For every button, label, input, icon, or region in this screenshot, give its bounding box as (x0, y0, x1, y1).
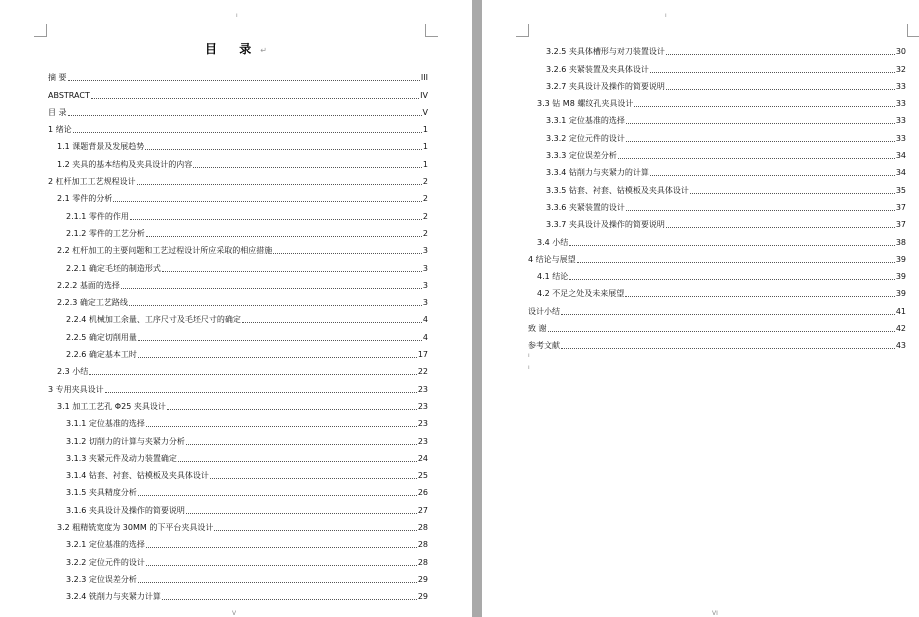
toc-entry-page: 4 (422, 332, 428, 342)
toc-title (0, 40, 472, 57)
toc-entry[interactable] (48, 291, 428, 308)
toc-leader-dots (129, 305, 422, 306)
toc-entry-title: 3.3.2 定位元件的设计 (546, 133, 625, 143)
toc-entry-title: 2.2 杠杆加工的主要问题和工艺过程设计所应采取的相应措施 (57, 246, 273, 256)
toc-entry-page: 2 (422, 177, 428, 187)
toc-entry-title: 3.2.4 铣削力与夹紧力计算 (66, 592, 161, 602)
toc-entry-page: 17 (417, 350, 428, 360)
toc-entry-page: 3 (422, 263, 428, 273)
toc-entry-page: 33 (895, 133, 906, 143)
toc-leader-dots (146, 426, 417, 427)
crop-mark-top-right (907, 24, 919, 37)
toc-entry[interactable] (48, 395, 428, 412)
toc-entry-page: 1 (422, 125, 428, 135)
toc-entry[interactable] (48, 447, 428, 464)
toc-entry-title: 3.3 钻 M8 螺纹孔夹具设计 (537, 99, 634, 109)
toc-entry[interactable] (48, 585, 428, 602)
paragraph-mark-icon: ↵ (260, 46, 267, 55)
toc-entry-page: 33 (895, 81, 906, 91)
toc-entry[interactable] (48, 412, 428, 429)
toc-entry-page: 26 (417, 488, 428, 498)
toc-leader-dots (210, 478, 417, 479)
toc-entry[interactable] (528, 230, 906, 247)
toc-entry-page: 30 (895, 47, 906, 57)
toc-leader-dots (193, 167, 422, 168)
toc-entry-title: 3.2.7 夹具设计及操作的简要说明 (546, 81, 665, 91)
toc-leader-dots (690, 193, 895, 194)
toc-leader-dots (214, 530, 416, 531)
toc-entry-page: V (422, 107, 428, 117)
toc-leader-dots (138, 495, 417, 496)
toc-entry-page: 37 (895, 202, 906, 212)
toc-entry[interactable] (48, 118, 428, 135)
toc-entry[interactable] (48, 170, 428, 187)
toc-leader-dots (650, 175, 895, 176)
toc-entry-page: 29 (417, 574, 428, 584)
toc-leader-dots (113, 201, 422, 202)
toc-leader-dots (569, 245, 895, 246)
toc-entry-title: 3.2.1 定位基准的选择 (66, 540, 145, 550)
toc-entry-title: 1.2 夹具的基本结构及夹具设计的内容 (57, 159, 193, 169)
toc-entry-title: 2.2.5 确定切削用量 (66, 332, 137, 342)
toc-entry-title: 2.3 小结 (57, 367, 89, 377)
toc-entry-title: 3.3.5 钻套、衬套、钻模板及夹具体设计 (546, 185, 689, 195)
toc-entry-page: 37 (895, 220, 906, 230)
toc-entry-title: 3.3.4 钻削力与夹紧力的计算 (546, 168, 649, 178)
toc-entry[interactable] (528, 196, 906, 213)
toc-entry-page: 2 (422, 211, 428, 221)
toc-entry[interactable] (48, 83, 428, 100)
toc-entry-title: 4.1 结论 (537, 272, 569, 282)
toc-leader-dots (178, 461, 417, 462)
toc-entry-page: 25 (417, 471, 428, 481)
toc-entry-page: 2 (422, 194, 428, 204)
toc-entry[interactable] (48, 516, 428, 533)
toc-leader-dots (273, 253, 422, 254)
toc-entry-page: 28 (417, 540, 428, 550)
toc-entry[interactable] (48, 204, 428, 221)
toc-entry[interactable] (48, 429, 428, 446)
toc-leader-dots (626, 141, 895, 142)
toc-entry[interactable] (48, 187, 428, 204)
toc-entry[interactable] (48, 66, 428, 83)
toc-entry[interactable] (48, 239, 428, 256)
toc-entry[interactable] (528, 248, 906, 265)
toc-leader-dots (138, 340, 422, 341)
toc-entry-title: 3.1.4 钻套、衬套、钻模板及夹具体设计 (66, 471, 209, 481)
toc-entry-page: 29 (417, 592, 428, 602)
toc-entry[interactable] (48, 274, 428, 291)
toc-entry-title: 3.1 加工工艺孔 Φ25 夹具设计 (57, 401, 166, 411)
toc-entry-page: 2 (422, 228, 428, 238)
toc-entry[interactable] (528, 213, 906, 230)
toc-leader-dots (121, 288, 422, 289)
toc-entry-page: 22 (417, 367, 428, 377)
toc-leader-dots (167, 409, 417, 410)
toc-entry-title: 2.2.6 确定基本工时 (66, 350, 137, 360)
toc-entry[interactable] (48, 222, 428, 239)
toc-leader-dots (186, 444, 417, 445)
toc-entry-title: 2.1.1 零件的作用 (66, 211, 129, 221)
toc-leader-dots (68, 115, 422, 116)
toc-leader-dots (634, 106, 894, 107)
toc-entry-page: 33 (895, 116, 906, 126)
toc-entry-title: 1 绪论 (48, 125, 72, 135)
toc-entry-title: 目 录 (48, 107, 67, 117)
toc-entry-title: 2.1 零件的分析 (57, 194, 113, 204)
toc-entry[interactable] (48, 533, 428, 550)
toc-entry[interactable] (48, 481, 428, 498)
toc-entry-title: 2.2.2 基面的选择 (57, 280, 120, 290)
toc-entry-page: 23 (417, 401, 428, 411)
toc-leader-dots (89, 374, 417, 375)
toc-leader-dots (577, 262, 895, 263)
toc-entry-page: 1 (422, 159, 428, 169)
toc-entry-page: 41 (895, 306, 906, 316)
toc-entry-title: 3.2 粗精铣宽度为 30MM 的下平台夹具设计 (57, 523, 214, 533)
toc-entry-title: 设计小结 (528, 306, 560, 316)
toc-leader-dots (569, 279, 895, 280)
toc-entry-page: 42 (895, 324, 906, 334)
toc-entry-page: 34 (895, 151, 906, 161)
toc-entry-title: 3.2.3 定位误差分析 (66, 574, 137, 584)
toc-entry-title: 3.1.3 夹紧元件及动力装置确定 (66, 453, 177, 463)
toc-leader-dots (146, 547, 417, 548)
toc-entry-title: 2.1.2 零件的工艺分析 (66, 228, 145, 238)
toc-entry-page: 28 (417, 557, 428, 567)
toc-leader-dots (548, 331, 895, 332)
toc-entry-title: 3.1.5 夹具精度分析 (66, 488, 137, 498)
toc-entry-title: 3 专用夹具设计 (48, 384, 104, 394)
toc-leader-dots (138, 582, 417, 583)
toc-leader-dots (626, 210, 895, 211)
toc-leader-dots (666, 54, 895, 55)
toc-leader-dots (666, 89, 895, 90)
toc-entry-title: 参考文献 (528, 341, 560, 351)
toc-list-right (528, 40, 906, 351)
toc-entry-title: 2.2.1 确定毛坯的制造形式 (66, 263, 161, 273)
toc-leader-dots (561, 348, 895, 349)
toc-entry-title: 3.3.1 定位基准的选择 (546, 116, 625, 126)
toc-entry-page: III (420, 73, 428, 83)
toc-leader-dots (91, 98, 419, 99)
toc-entry[interactable] (528, 75, 906, 92)
toc-leader-dots (137, 184, 422, 185)
toc-leader-dots (145, 149, 422, 150)
toc-entry[interactable] (48, 343, 428, 360)
toc-entry[interactable] (528, 40, 906, 57)
toc-entry[interactable] (528, 299, 906, 316)
toc-leader-dots (561, 314, 895, 315)
toc-leader-dots (68, 80, 420, 81)
toc-entry-page: 27 (417, 505, 428, 515)
toc-entry-page: 39 (895, 254, 906, 264)
toc-entry-page: 39 (895, 272, 906, 282)
toc-entry-title: 3.2.2 定位元件的设计 (66, 557, 145, 567)
toc-entry-title: 摘 要 (48, 73, 67, 83)
toc-entry[interactable] (528, 178, 906, 195)
toc-entry-title: 3.2.6 夹紧装置及夹具体设计 (546, 64, 649, 74)
toc-leader-dots (146, 565, 417, 566)
toc-entry-page: 34 (895, 168, 906, 178)
toc-leader-dots (130, 219, 422, 220)
toc-entry-page: 1 (422, 142, 428, 152)
toc-entry[interactable] (528, 144, 906, 161)
toc-entry-page: 39 (895, 289, 906, 299)
toc-entry-page: 23 (417, 419, 428, 429)
toc-entry-title: ABSTRACT (48, 90, 90, 100)
header-mark: ı (236, 12, 238, 19)
toc-entry[interactable] (48, 360, 428, 377)
toc-entry-title: 4.2 不足之处及未来展望 (537, 289, 625, 299)
toc-entry[interactable] (528, 126, 906, 143)
crop-mark-top-left (34, 24, 47, 37)
toc-entry[interactable] (48, 325, 428, 342)
toc-entry-page: 23 (417, 384, 428, 394)
toc-leader-dots (626, 123, 895, 124)
toc-leader-dots (625, 296, 895, 297)
toc-entry-title: 3.2.5 夹具体槽形与对刀装置设计 (546, 47, 665, 57)
toc-entry-page: IV (420, 90, 428, 100)
toc-entry-title: 4 结论与展望 (528, 254, 576, 264)
toc-entry[interactable] (48, 152, 428, 169)
toc-entry-page: 38 (895, 237, 906, 247)
toc-entry-title: 3.1.6 夹具设计及操作的简要说明 (66, 505, 185, 515)
toc-entry[interactable] (48, 135, 428, 152)
toc-entry-title: 3.1.2 切削力的计算与夹紧力分析 (66, 436, 185, 446)
toc-entry[interactable] (528, 265, 906, 282)
toc-entry-page: 23 (417, 436, 428, 446)
toc-entry-page: 3 (422, 298, 428, 308)
toc-entry[interactable] (528, 92, 906, 109)
toc-list-left (48, 66, 428, 602)
empty-paragraph-marks: ı ı (528, 352, 530, 371)
toc-entry-title: 3.3.7 夹具设计及操作的简要说明 (546, 220, 665, 230)
toc-entry[interactable] (528, 109, 906, 126)
toc-entry[interactable] (528, 334, 906, 351)
toc-entry[interactable] (48, 464, 428, 481)
toc-leader-dots (162, 599, 417, 600)
page-gap (472, 0, 482, 617)
toc-entry-title: 3.3.6 夹紧装置的设计 (546, 202, 625, 212)
crop-mark-top-left (516, 24, 529, 37)
toc-entry-title: 3.4 小结 (537, 237, 569, 247)
toc-entry[interactable] (528, 161, 906, 178)
toc-entry[interactable] (528, 317, 906, 334)
toc-entry-title: 3.1.1 定位基准的选择 (66, 419, 145, 429)
toc-entry[interactable] (48, 498, 428, 515)
toc-entry-page: 28 (417, 523, 428, 533)
toc-entry[interactable] (48, 256, 428, 273)
toc-entry-title: 致 谢 (528, 324, 547, 334)
toc-entry-page: 24 (417, 453, 428, 463)
toc-entry-title: 2 杠杆加工工艺规程设计 (48, 177, 136, 187)
toc-entry-title: 1.1 课题背景及发展趋势 (57, 142, 145, 152)
toc-entry[interactable] (528, 57, 906, 74)
toc-leader-dots (105, 392, 417, 393)
toc-leader-dots (618, 158, 895, 159)
toc-leader-dots (73, 132, 422, 133)
toc-leader-dots (186, 513, 417, 514)
toc-entry-title: 2.2.4 机械加工余量、工序尺寸及毛坯尺寸的确定 (66, 315, 241, 325)
toc-entry-page: 32 (895, 64, 906, 74)
toc-entry-title: 2.2.3 确定工艺路线 (57, 298, 128, 308)
toc-entry-page: 3 (422, 280, 428, 290)
toc-title-text: 目 录 (205, 42, 261, 56)
toc-leader-dots (666, 227, 895, 228)
page-number-footer: VI (712, 610, 718, 617)
toc-entry[interactable] (48, 568, 428, 585)
toc-entry-page: 4 (422, 315, 428, 325)
page-number-footer: V (232, 610, 237, 617)
toc-entry[interactable] (48, 377, 428, 394)
toc-entry[interactable] (48, 550, 428, 567)
toc-entry-page: 3 (422, 246, 428, 256)
toc-entry[interactable] (48, 308, 428, 325)
toc-entry-page: 35 (895, 185, 906, 195)
toc-leader-dots (146, 236, 422, 237)
toc-leader-dots (650, 72, 895, 73)
toc-leader-dots (162, 271, 422, 272)
toc-leader-dots (138, 357, 417, 358)
crop-mark-top-right (425, 24, 438, 37)
toc-entry-page: 33 (895, 99, 906, 109)
toc-entry[interactable] (528, 282, 906, 299)
toc-entry-title: 3.3.3 定位误差分析 (546, 151, 617, 161)
header-mark: ı (665, 12, 667, 19)
toc-leader-dots (242, 322, 422, 323)
toc-entry[interactable] (48, 101, 428, 118)
toc-entry-page: 43 (895, 341, 906, 351)
